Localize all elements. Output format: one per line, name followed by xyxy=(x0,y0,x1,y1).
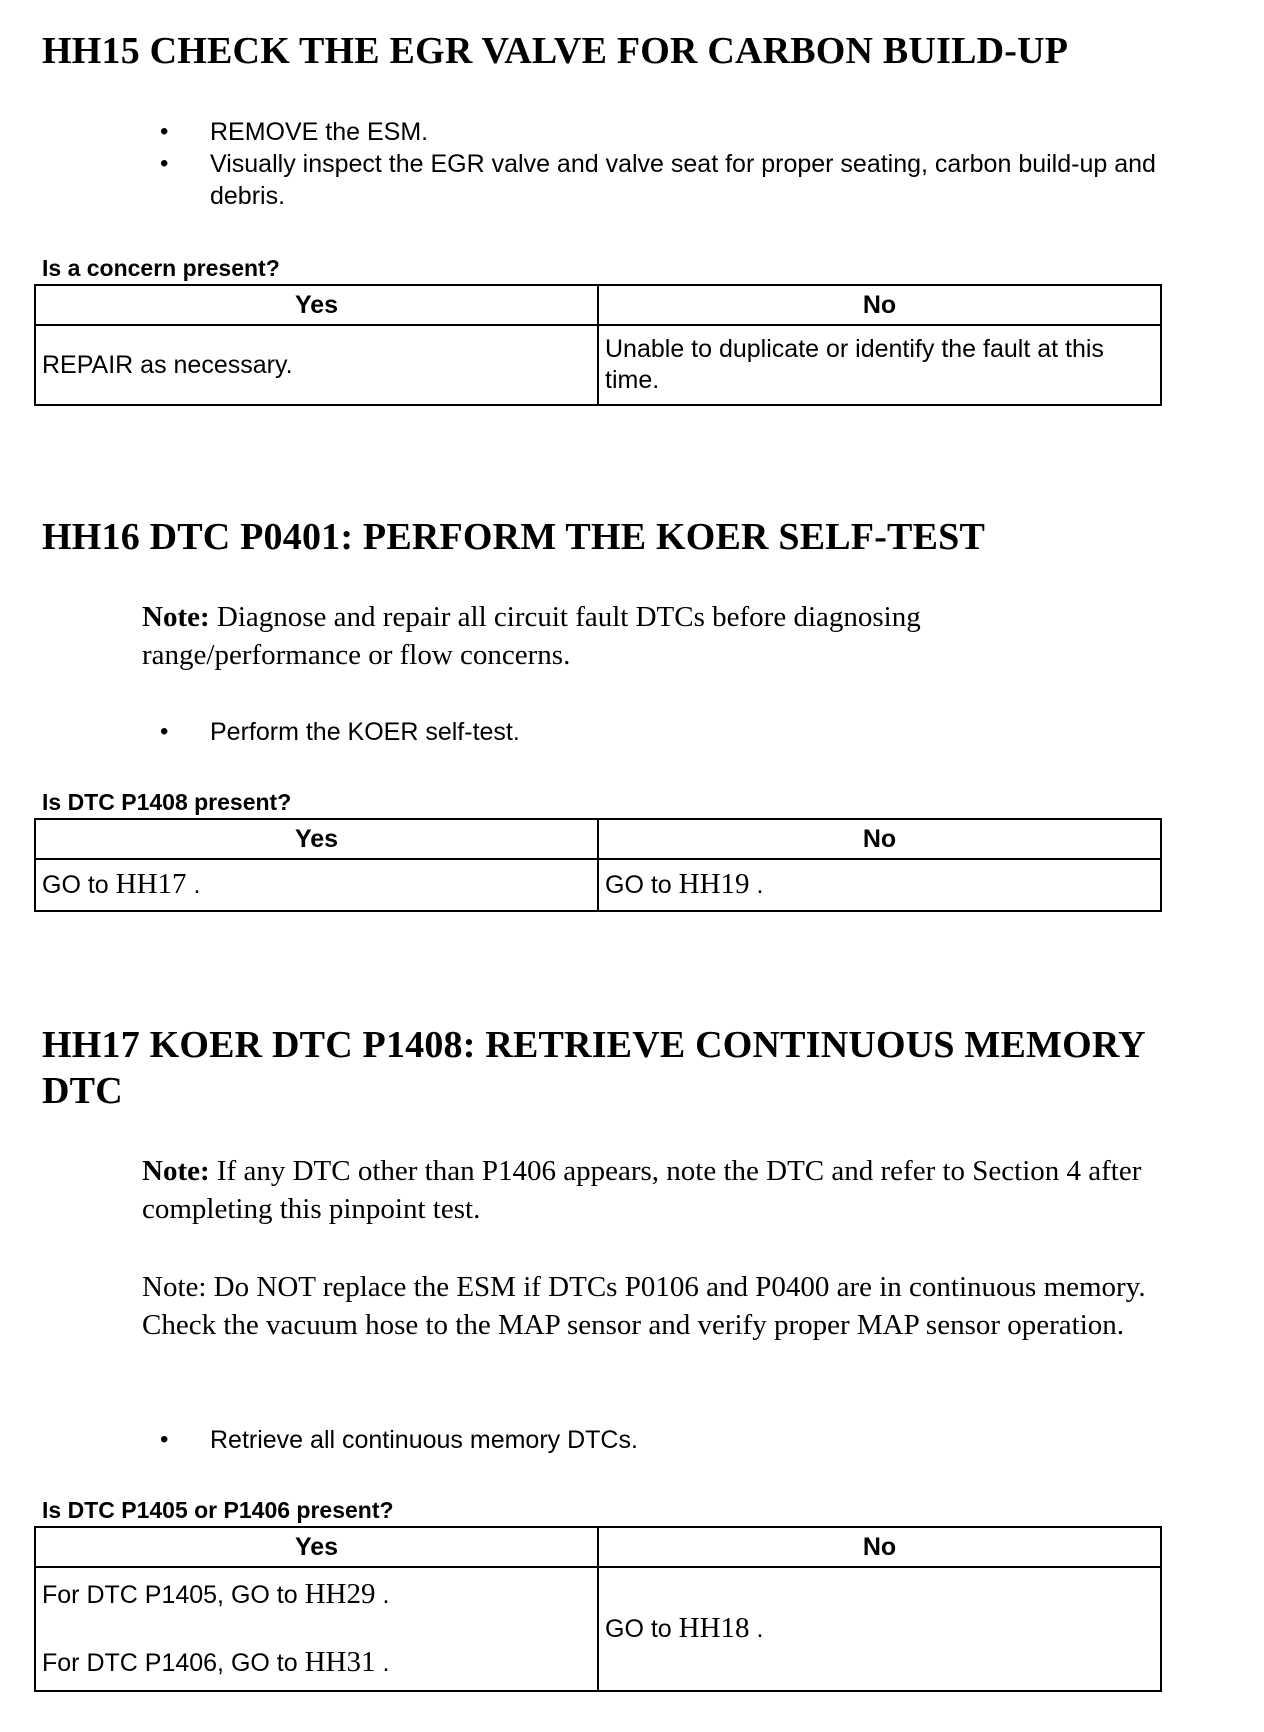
yes-header: Yes xyxy=(35,1527,598,1567)
step-link-hh31[interactable]: HH31 xyxy=(304,1646,376,1678)
go-to-text: GO to xyxy=(605,871,672,899)
bullet-list-hh15 xyxy=(160,116,1220,212)
go-to-text: For DTC P1406, GO to xyxy=(42,1649,298,1677)
note-hh16 xyxy=(142,598,1142,674)
no-cell xyxy=(598,1567,1161,1691)
period: . xyxy=(193,871,201,899)
section-heading-hh17: HH17 KOER DTC P1408: RETRIEVE CONTINUOUS MEMORY DTC xyxy=(42,1024,1145,1112)
note-label: Note: xyxy=(142,1155,210,1187)
go-to-text: GO to xyxy=(42,871,109,899)
bullet-item: • Retrieve all continuous memory DTCs. xyxy=(160,1424,1160,1456)
note2-hh17: Note: Do NOT replace the ESM if DTCs P0106 and P0400 are in continuous memory. Check the vacuum hose to the MAP sensor and verify proper MAP sensor operation. xyxy=(142,1271,1146,1341)
step-link-hh19[interactable]: HH19 xyxy=(678,868,750,900)
bullet-item: • Perform the KOER self-test. xyxy=(160,716,1160,748)
section-heading-hh15: HH15 CHECK THE EGR VALVE FOR CARBON BUILD-UP xyxy=(42,30,1069,72)
bullet-list-hh17 xyxy=(160,1424,1160,1456)
no-header: No xyxy=(598,285,1161,325)
step-link-hh29[interactable]: HH29 xyxy=(304,1578,376,1610)
yes-header: Yes xyxy=(35,285,598,325)
question-label-hh17: Is DTC P1405 or P1406 present? xyxy=(42,1497,394,1523)
note-text: If any DTC other than P1406 appears, note the DTC and refer to Section 4 after completing this pinpoint test. xyxy=(142,1155,1142,1225)
decision-table-hh15 xyxy=(34,284,1162,406)
note-label: Note: xyxy=(142,601,210,633)
yes-line-2 xyxy=(42,1647,591,1679)
go-to-text: GO to xyxy=(605,1615,672,1643)
no-cell xyxy=(598,859,1161,911)
step-link-hh17[interactable]: HH17 xyxy=(115,868,187,900)
go-to-text: For DTC P1405, GO to xyxy=(42,1581,298,1609)
yes-line-1 xyxy=(42,1579,591,1611)
yes-header: Yes xyxy=(35,819,598,859)
question-label-hh16: Is DTC P1408 present? xyxy=(42,789,292,815)
period: . xyxy=(382,1649,390,1677)
section-heading-hh16: HH16 DTC P0401: PERFORM THE KOER SELF-TEST xyxy=(42,516,986,558)
note-text: Diagnose and repair all circuit fault DTCs before diagnosing range/performance or flow concerns. xyxy=(142,601,921,671)
decision-table-hh16 xyxy=(34,818,1162,912)
yes-cell: REPAIR as necessary. xyxy=(35,325,598,405)
bullet-list-hh16 xyxy=(160,716,1160,748)
question-label-hh15: Is a concern present? xyxy=(42,255,280,281)
yes-cell xyxy=(35,859,598,911)
period: . xyxy=(382,1581,390,1609)
bullet-item: • REMOVE the ESM. xyxy=(160,116,1220,148)
yes-cell xyxy=(35,1567,598,1691)
no-header: No xyxy=(598,1527,1161,1567)
period: . xyxy=(756,871,764,899)
period: . xyxy=(756,1615,764,1643)
step-link-hh18[interactable]: HH18 xyxy=(678,1612,750,1644)
note1-hh17 xyxy=(142,1152,1242,1228)
no-cell: Unable to duplicate or identify the fault at this time. xyxy=(598,325,1161,405)
no-header: No xyxy=(598,819,1161,859)
bullet-item: • Visually inspect the EGR valve and valve seat for proper seating, carbon build-up and debris. xyxy=(160,148,1220,212)
decision-table-hh17 xyxy=(34,1526,1162,1692)
